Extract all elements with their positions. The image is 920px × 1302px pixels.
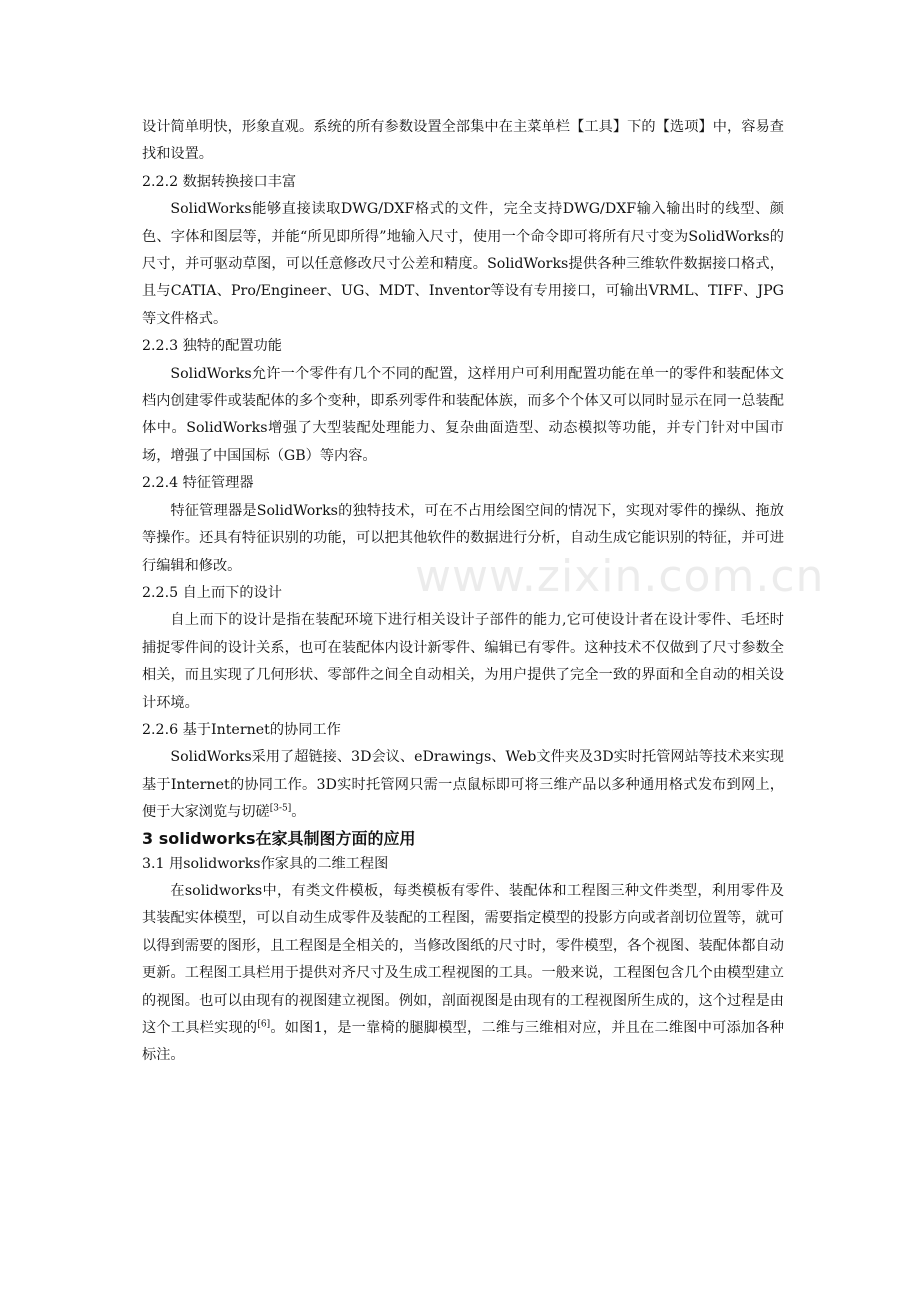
subsection-heading-3-1: 3.1 用solidworks作家具的二维工程图 <box>142 855 389 872</box>
paragraph-text: 在solidworks中，有类文件模板，每类模板有零件、装配体和工程图三种文件类型，利用零件及其装配实体模型，可以自动生成零件及装配的工程图，需要指定模型的投影方向或者剖切位置等，就可以得到需要的图形，且工程图是全相关的，当修改图纸的尺寸时，零件模型，各个视图、装配体都自动更新。工程图工具栏用于提供对齐尺寸及生成工程视图的工具。一般来说，工程图包含几个由模型建立的视图。也可以由现有的视图建立视图。例如，剖面视图是由现有的工程视图所生成的，这个过程是由这个工具栏实现的 <box>142 882 784 1036</box>
paragraph-top-down-design: 自上而下的设计是指在装配环境下进行相关设计子部件的能力,它可使设计者在设计零件、毛坯时捕捉零件间的设计关系，也可在装配体内设计新零件、编辑已有零件。这种技术不仅做到了尺寸参数全相关，而且实现了几何形状、零部件之间全自动相关，为用户提供了完全一致的界面和全自动的相关设计环境。 <box>142 612 784 711</box>
subsection-heading-2-2-6: 2.2.6 基于Internet的协同工作 <box>142 721 341 738</box>
subsection-heading-2-2-5: 2.2.5 自上而下的设计 <box>142 584 282 601</box>
subsection-heading-2-2-2: 2.2.2 数据转换接口丰富 <box>142 173 297 190</box>
paragraph-internet-collaboration <box>142 744 784 826</box>
paragraph-data-interface: SolidWorks能够直接读取DWG/DXF格式的文件，完全支持DWG/DXF输入输出时的线型、颜色、字体和图层等，并能“所见即所得”地输入尺寸，使用一个命令即可将所有尺寸变为SolidWorks的尺寸，并可驱动草图，可以任意修改尺寸公差和精度。SolidWorks提供各种三维软件数据接口格式，且与CATIA、Pro/Engineer、UG、MDT、Inventor等设有专用接口，可输出VRML、TIFF、JPG等文件格式。 <box>142 201 784 327</box>
paragraph-continuation: 设计简单明快，形象直观。系统的所有参数设置全部集中在主菜单栏【工具】下的【选项】中，容易查找和设置。 <box>142 119 784 163</box>
document-body <box>142 114 784 1070</box>
subsection-heading-2-2-4: 2.2.4 特征管理器 <box>142 475 254 492</box>
paragraph-text-end: 。 <box>291 804 306 821</box>
paragraph-text-end: 。如图1，是一靠椅的腿脚模型，二维与三维相对应，并且在二维图中可添加各种标注。 <box>142 1020 784 1064</box>
section-heading-3: 3 solidworks在家具制图方面的应用 <box>142 828 416 848</box>
citation-ref: [3-5] <box>269 803 292 814</box>
subsection-heading-2-2-3: 2.2.3 独特的配置功能 <box>142 338 282 355</box>
citation-ref: [6] <box>257 1019 271 1030</box>
paragraph-2d-drawing <box>142 878 784 1070</box>
paragraph-feature-manager: 特征管理器是SolidWorks的独特技术，可在不占用绘图空间的情况下，实现对零件的操纵、拖放等操作。还具有特征识别的功能，可以把其他软件的数据进行分析，自动生成它能识别的特征，并可进行编辑和修改。 <box>142 502 784 574</box>
paragraph-configuration: SolidWorks允许一个零件有几个不同的配置，这样用户可利用配置功能在单一的零件和装配体文档内创建零件或装配体的多个变种，即系列零件和装配体族，而多个个体又可以同时显示在同一总装配体中。SolidWorks增强了大型装配处理能力、复杂曲面造型、动态模拟等功能，并专门针对中国市场，增强了中国国标（GB）等内容。 <box>142 365 784 464</box>
watermark-text: www.zixin.com.cn <box>415 551 825 602</box>
paragraph-text: SolidWorks采用了超链接、3D会议、eDrawings、Web文件夹及3D实时托管网站等技术来实现基于Internet的协同工作。3D实时托管网只需一点鼠标即可将三维产品以多种通用格式发布到网上，便于大家浏览与切磋 <box>142 749 784 821</box>
